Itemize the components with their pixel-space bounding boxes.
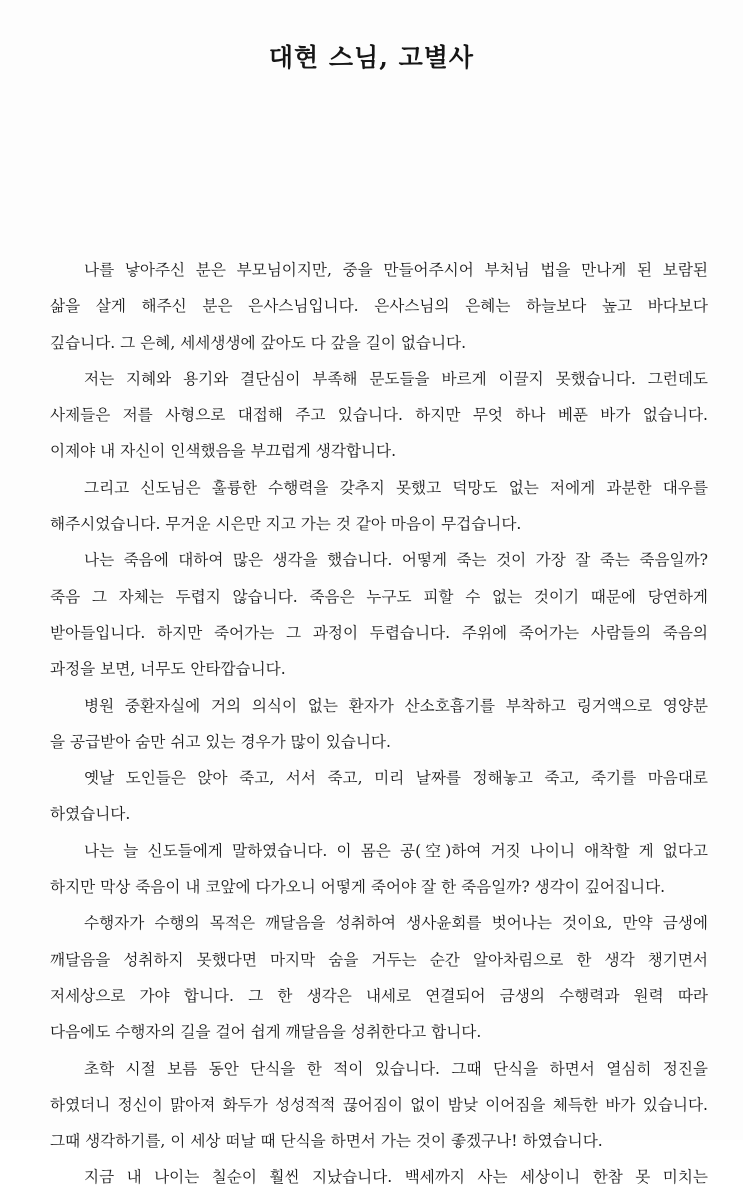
text-line: 나는 죽음에 대하여 많은 생각을 했습니다. 어떻게 죽는 것이 가장 잘 죽는 죽음일까? [84, 551, 708, 570]
text-line: 초학 시절 보름 동안 단식을 한 적이 있습니다. 그때 단식을 하면서 열심히 정진을 [84, 1059, 708, 1078]
text-line: 죽음 그 자체는 두렵지 않습니다. 죽음은 누구도 피할 수 없는 것이기 때문에 당연하게 [50, 587, 708, 606]
text-line: 그때 생각하기를, 이 세상 떠날 때 단식을 하면서 가는 것이 좋겠구나! 하였습니다. [50, 1132, 603, 1151]
text-line: 하지만 막상 죽음이 내 코앞에 다가오니 어떻게 죽어야 잘 한 죽음일까? 생각이 깊어집니다. [50, 878, 666, 897]
text-line: 하였습니다. [50, 805, 131, 824]
text-line: 해주시었습니다. 무거운 시은만 지고 가는 것 같아 마음이 무겁습니다. [50, 515, 522, 534]
text-line: 지금 내 나이는 칠순이 훨씬 지났습니다. 백세까지 사는 세상이니 한참 못 미치는 [84, 1168, 708, 1187]
text-line: 병원 중환자실에 거의 의식이 없는 환자가 산소호흡기를 부착하고 링거액으로 영양분 [84, 696, 708, 715]
text-line: 깨달음을 성취하지 못했다면 마지막 숨을 거두는 순간 알아차림으로 한 생각 챙기면서 [50, 950, 708, 969]
body-text [50, 252, 708, 1196]
text-line: 다음에도 수행자의 길을 걸어 쉽게 깨달음을 성취한다고 합니다. [50, 1023, 482, 1042]
text-line: 옛날 도인들은 앉아 죽고, 서서 죽고, 미리 날짜를 정해놓고 죽고, 죽기를 마음대로 [84, 769, 708, 788]
text-line: 받아들입니다. 하지만 죽어가는 그 과정이 두렵습니다. 주위에 죽어가는 사람들의 죽음의 [50, 623, 708, 642]
text-line: 깊습니다. 그 은혜, 세세생생에 갚아도 다 갚을 길이 없습니다. [50, 333, 467, 352]
text-line: 과정을 보면, 너무도 안타깝습니다. [50, 660, 286, 679]
page-title: 대현 스님, 고별사 [268, 43, 475, 72]
text-line: 사제들은 저를 사형으로 대접해 주고 있습니다. 하지만 무엇 하나 베푼 바가 없습니다. [50, 406, 708, 425]
text-line: 하였더니 정신이 맑아져 화두가 성성적적 끊어짐이 없이 밤낮 이어짐을 체득한 바가 있습니다. [50, 1095, 708, 1114]
text-line: 수행자가 수행의 목적은 깨달음을 성취하여 생사윤회를 벗어나는 것이요, 만약 금생에 [84, 914, 708, 933]
text-line: 이제야 내 자신이 인색했음을 부끄럽게 생각합니다. [50, 442, 397, 461]
text-line: 저는 지혜와 용기와 결단심이 부족해 문도들을 바르게 이끌지 못했습니다. 그런데도 [84, 369, 708, 388]
text-line: 을 공급받아 숨만 쉬고 있는 경우가 많이 있습니다. [50, 732, 391, 751]
text-line: 나를 낳아주신 분은 부모님이지만, 중을 만들어주시어 부처님 법을 만나게 된 보람된 [84, 261, 708, 279]
text-line: 그리고 신도님은 훌륭한 수행력을 갖추지 못했고 덕망도 없는 저에게 과분한 대우를 [84, 478, 708, 497]
text-line: 저세상으로 가야 합니다. 그 한 생각은 내세로 연결되어 금생의 수행력과 원력 따라 [50, 986, 708, 1005]
text-line: 나는 늘 신도들에게 말하였습니다. 이 몸은 공(空)하여 거짓 나이니 애착할 게 없다고 [84, 841, 708, 860]
text-line: 삶을 살게 해주신 분은 은사스님입니다. 은사스님의 은혜는 하늘보다 높고 바다보다 [50, 297, 708, 316]
